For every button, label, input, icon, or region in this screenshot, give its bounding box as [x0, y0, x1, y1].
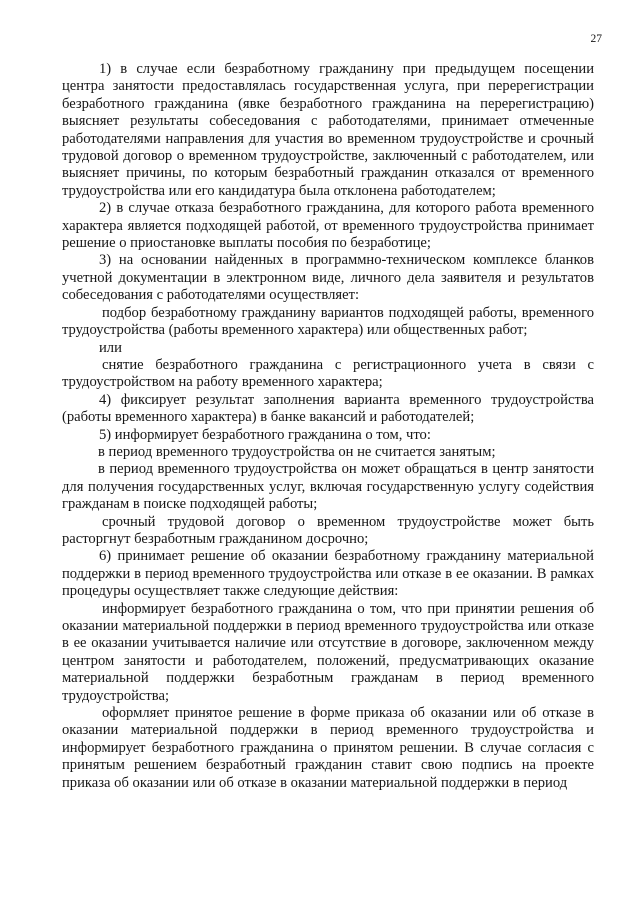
paragraph: оформляет принятое решение в форме приказа об оказании или об отказе в оказании материальной поддержки в период временного трудоустройства и информирует безработного гражданина о принятом решении. В случае согласия с принятым решением безработный гражданин ставит свою подпись на проекте приказа об оказании или об отказе в оказании материальной поддержки в период — [62, 705, 594, 791]
paragraph: информирует безработного гражданина о том, что при принятии решения об оказании материальной поддержки в период временного трудоустройства или отказе в ее оказании учитывается наличие или отсутствие в договоре, заключенном между центром занятости и работодателем, положений, предусматривающих оказание материальной поддержки безработным гражданам в период временного трудоустройства; — [62, 600, 594, 704]
paragraph: срочный трудовой договор о временном трудоустройстве может быть расторгнут безработным гражданином досрочно; — [62, 513, 594, 547]
paragraph: или — [99, 339, 122, 356]
paragraph: 2) в случае отказа безработного гражданина, для которого работа временного характера является подходящей работой, от временного трудоустройства принимает решение о приостановке выплаты пособия по безработице; — [62, 200, 594, 252]
paragraph: 6) принимает решение об оказании безработному гражданину материальной поддержки в период временного трудоустройства или отказе в ее оказании. В рамках процедуры осуществляет также следующие действия: — [62, 548, 594, 600]
paragraph: снятие безработного гражданина с регистрационного учета в связи с трудоустройством на работу временного характера; — [62, 356, 594, 391]
paragraph: в период временного трудоустройства он не считается занятым; — [98, 443, 496, 460]
page-number: 27 — [590, 33, 602, 45]
paragraph: 3) на основании найденных в программно-техническом комплексе бланков учетной документации в электронном виде, личного дела заявителя и результатов собеседования с работодателями осуществляет: — [62, 252, 594, 304]
paragraph: в период временного трудоустройства он может обращаться в центр занятости для получения государственных услуг, включая государственную услугу содействия гражданам в поиске подходящей работы; — [62, 461, 594, 513]
paragraph: подбор безработному гражданину вариантов подходящей работы, временного трудоустройства (работы временного характера) или общественных работ; — [62, 304, 594, 339]
paragraph: 5) информирует безработного гражданина о том, что: — [99, 426, 431, 443]
paragraph: 4) фиксирует результат заполнения варианта временного трудоустройства (работы временного характера) в банке вакансий и работодателей; — [62, 391, 594, 426]
paragraph: 1) в случае если безработному гражданину при предыдущем посещении центра занятости предоставлялась государственная услуга, при перерегистрации безработного гражданина (явке безработного гражданина на перерегистрацию) выясняет результаты собеседования с работодателями, принимает отмеченные работодателями направления для участия во временном трудоустройстве и срочный трудовой договор о временном трудоустройстве, заключенный с работодателем, или выясняет причины, по которым безработный гражданин отказался от временного трудоустройства или его кандидатура была отклонена работодателем; — [62, 61, 594, 199]
document-body — [62, 61, 594, 792]
